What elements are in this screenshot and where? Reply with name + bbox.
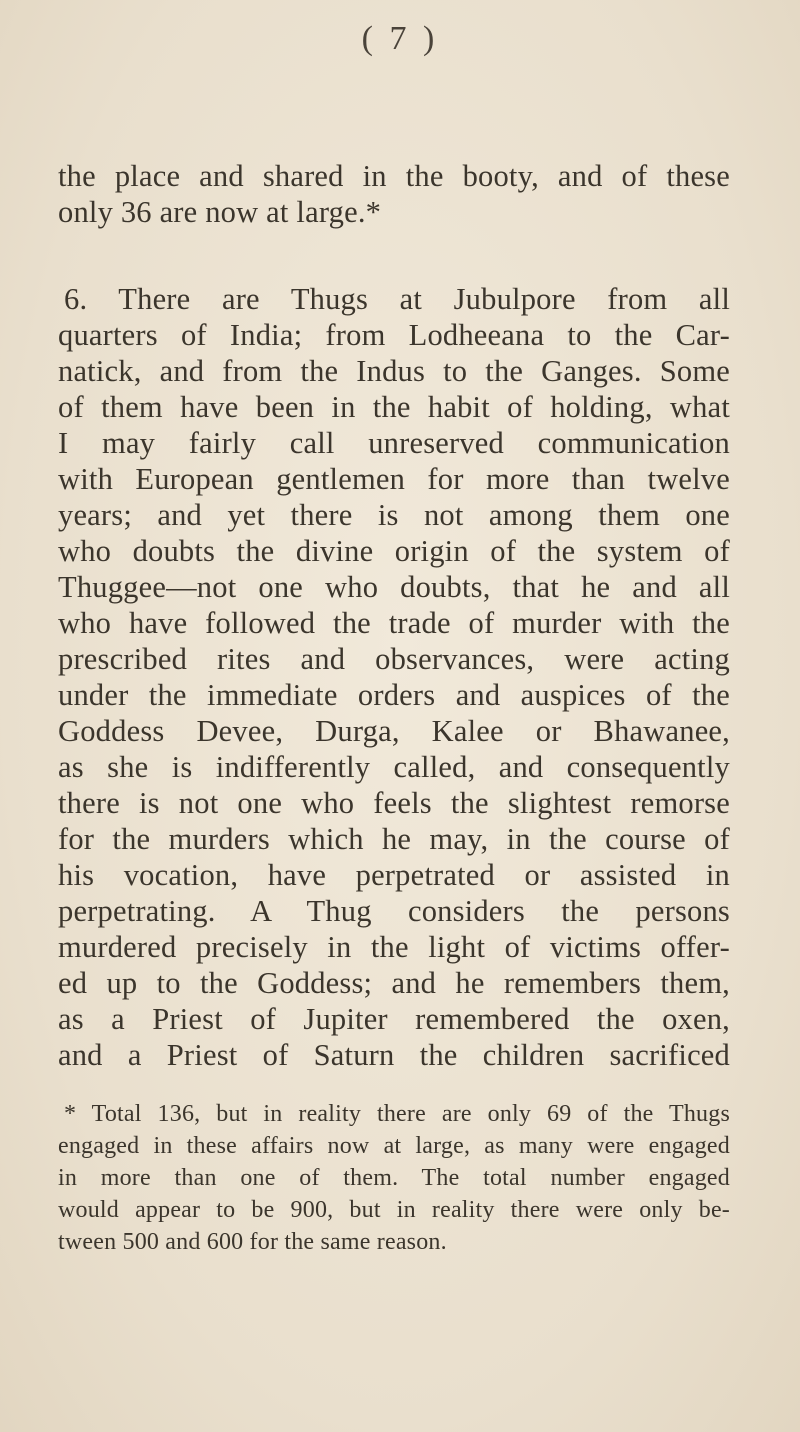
text-line: 6. There are Thugs at Jubulpore from all: [64, 282, 730, 316]
text-line: under the immediate orders and auspices of the: [58, 678, 730, 712]
footnote-line: engaged in these affairs now at large, as many were engaged: [58, 1133, 730, 1159]
text-line: I may fairly call unreserved communication: [58, 426, 730, 460]
page-number: ( 7 ): [361, 20, 439, 57]
text-line: who doubts the divine origin of the system of: [58, 534, 730, 568]
text-line: natick, and from the Indus to the Ganges. Some: [58, 354, 730, 388]
text-line: for the murders which he may, in the course of: [58, 822, 730, 856]
text-line: years; and yet there is not among them one: [58, 498, 730, 532]
text-line: quarters of India; from Lodheeana to the Car-: [58, 318, 730, 352]
footnote: [58, 1098, 730, 1258]
text-line: Goddess Devee, Durga, Kalee or Bhawanee,: [58, 714, 730, 748]
text-line: of them have been in the habit of holding, what: [58, 390, 730, 424]
paragraph-6: [58, 281, 730, 1073]
text-line: there is not one who feels the slightest remorse: [58, 786, 730, 820]
text-line: as a Priest of Jupiter remembered the oxen,: [58, 1002, 730, 1036]
footnote-line: * Total 136, but in reality there are only 69 of the Thugs: [64, 1101, 730, 1127]
paragraph-continuation: [58, 158, 730, 230]
text-line: ed up to the Goddess; and he remembers them,: [58, 966, 730, 1000]
text-line: as she is indifferently called, and consequently: [58, 750, 730, 784]
text-line: prescribed rites and observances, were acting: [58, 642, 730, 676]
text-line: perpetrating. A Thug considers the persons: [58, 894, 730, 928]
text-line: only 36 are now at large.*: [58, 195, 382, 229]
text-line: murdered precisely in the light of victims offer-: [58, 930, 730, 964]
text-line: and a Priest of Saturn the children sacrificed: [58, 1038, 730, 1072]
text-line: his vocation, have perpetrated or assisted in: [58, 858, 730, 892]
text-line: the place and shared in the booty, and of these: [58, 159, 730, 193]
text-line: who have followed the trade of murder with the: [58, 606, 730, 640]
footnote-line: in more than one of them. The total number engaged: [58, 1165, 730, 1191]
footnote-line: would appear to be 900, but in reality there were only be-: [58, 1197, 730, 1223]
text-line: with European gentlemen for more than twelve: [58, 462, 730, 496]
text-line: Thuggee—not one who doubts, that he and all: [58, 570, 730, 604]
footnote-line: tween 500 and 600 for the same reason.: [58, 1229, 447, 1255]
